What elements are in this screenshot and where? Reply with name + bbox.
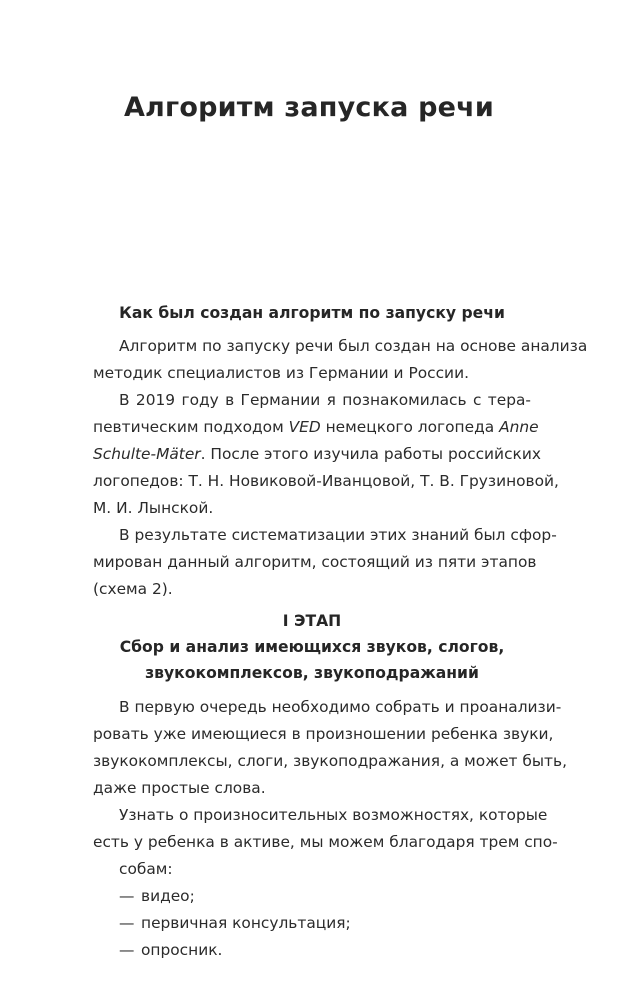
dash-bullet: — [119,914,135,932]
section-2-body [93,694,567,964]
list-item [93,910,531,937]
section-1-body [93,333,588,603]
paragraph-line: мирован данный алгоритм, состоящий из пяти этапов [93,553,537,571]
paragraph-line: (схема 2). [93,580,173,598]
list-item [93,883,531,910]
paragraph-line: даже простые слова. [93,779,266,797]
paragraph-line: Узнать о произносительных возможностях, которые [119,806,548,824]
paragraph-line [93,441,541,468]
stage-heading-line-2: звукокомплексов, звукоподражаний [145,664,479,682]
paragraph-line: В 2019 году в Германии я познакомилась с тера- [119,391,531,409]
text-span: певтическим подходом [93,418,289,436]
paragraph-line [93,414,539,441]
section-heading: Как был создан алгоритм по запуску речи [119,304,505,322]
paragraph-line: Алгоритм по запуску речи был создан на основе анализа [119,337,588,355]
chapter-title: Алгоритм запуска речи [123,92,495,123]
paragraph-line: методик специалистов из Германии и России. [93,364,469,382]
list-item-text: первичная консультация; [141,914,351,932]
author-surname: Schulte-Mäter [93,445,201,463]
paragraph-line: логопедов: Т. Н. Новиковой-Иванцовой, Т. В. Грузиновой, [93,472,559,490]
stage-label: I ЭТАП [282,612,342,630]
dash-bullet: — [119,887,135,905]
list-item [93,937,531,964]
text-span: немецкого логопеда [320,418,500,436]
paragraph-line: В первую очередь необходимо собрать и проанализи- [119,698,562,716]
paragraph-line: М. И. Лынской. [93,499,214,517]
author-name: Anne [499,418,539,436]
paragraph-line: звукокомплексы, слоги, звукоподражания, а может быть, [93,752,567,770]
paragraph-line: ровать уже имеющиеся в произношении ребенка звуки, [93,725,554,743]
dash-bullet: — [119,941,135,959]
paragraph-line: собам: [119,860,173,878]
paragraph-line: есть у ребенка в активе, мы можем благодаря трем спо- [93,833,558,851]
list-item-text: видео; [141,887,195,905]
stage-heading-line-1: Сбор и анализ имеющихся звуков, слогов, [119,638,505,656]
text-span: . После этого изучила работы российских [200,445,541,463]
paragraph-line: В результате систематизации этих знаний был сфор- [119,526,557,544]
list-item-text: опросник. [141,941,223,959]
term-ved: VED [288,418,321,436]
